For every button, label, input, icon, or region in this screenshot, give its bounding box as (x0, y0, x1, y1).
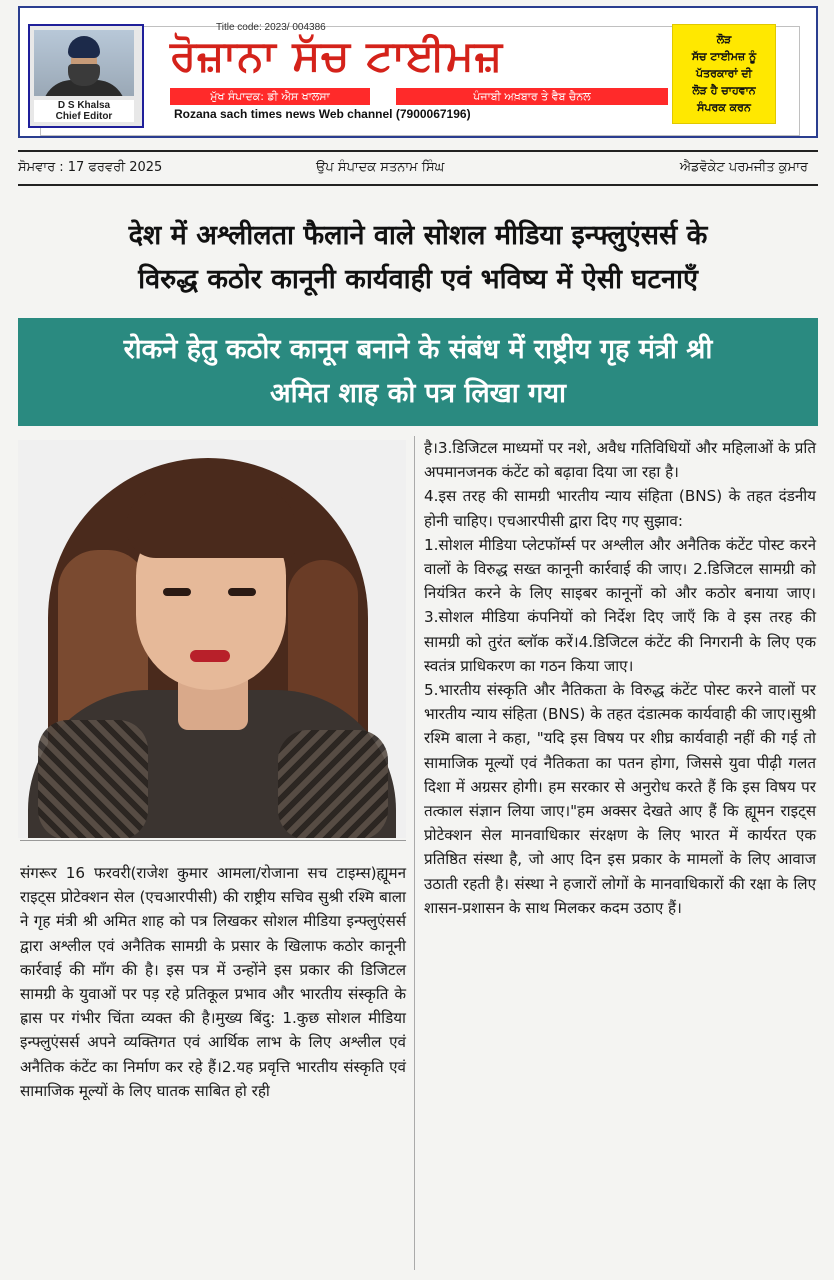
article-column-left (20, 840, 406, 1270)
headline-line: रोकने हेतु कठोर कानून बनाने के संबंध में राष्ट्रीय गृह मंत्री श्री (123, 334, 713, 365)
headline (18, 196, 818, 314)
article-column-right (424, 436, 816, 1270)
editor-caption (34, 100, 134, 122)
editor-photo (34, 30, 134, 96)
headline-line: अमित शाह को पत्र लिखा गया (269, 378, 567, 409)
headline-line: देश में अश्लीलता फैलाने वाले सोशल मीडिया इन्फ्लुएंसर्स के (128, 220, 708, 251)
article-paragraph: 5.भारतीय संस्कृति और नैतिकता के विरुद्ध कंटेंट पोस्ट करने वालों पर भारतीय न्याय संहिता (BNS) के तहत दंडात्मक कार्यवाही की जाए।सुश्री रश्मि बाला ने कहा, "यदि इस विषय पर शीघ्र कार्यवाही नहीं की गई तो सामाजिक मूल्यों एवं नैतिकता का पतन होगा, जिससे युवा पीढ़ी गलत दिशा में अग्रसर होगी। हम सरकार से अनुरोध करते हैं कि इस विषय पर तत्काल संज्ञान लिया जाए।"हम अक्सर देखते आए हैं कि ह्यूमन राइट्स प्रोटेक्शन सेल मानवाधिकार संरक्षण के लिए भारत में कार्यरत एक प्रतिष्ठित संस्था है, जो आए दिन इस प्रकार के मामलों के लिए आवाज उठाती रहती है। संस्था ने हजारों लोगों के मानवाधिकारों की रक्षा के लिए शासन-प्रशासन के साथ मिलकर कदम उठाए हैं। (424, 681, 816, 917)
editor-name: D S Khalsa (57, 100, 111, 111)
ad-line: ਸੰਪਰਕ ਕਰਨ (697, 101, 751, 114)
dateline-bar (18, 150, 818, 186)
headline-line: विरुद्ध कठोर कानूनी कार्यवाही एवं भविष्य में ऐसी घटनाएँ (138, 264, 698, 295)
ad-line: ਲੋੜ ਹੈ ਚਾਹਵਾਨ (692, 84, 756, 97)
issue-date: ਸੋਮਵਾਰ : 17 ਫਰਵਰੀ 2025 (18, 160, 163, 175)
masthead-subbar (170, 88, 668, 105)
ad-line: ਪੱਤਰਕਾਰਾਂ ਦੀ (696, 67, 752, 80)
tagline: ਪੰਜਾਬੀ ਅਖ਼ਬਾਰ ਤੇ ਵੈਬ ਚੈਨਲ (396, 88, 668, 105)
article-photo (18, 440, 406, 838)
article-paragraph: 1.सोशल मीडिया प्लेटफॉर्म्स पर अश्लील और अनैतिक कंटेंट पोस्ट करने वालों के विरुद्ध सख्त कानूनी कार्रवाई की जाए। 2.डिजिटल सामग्री को नियंत्रित करने के लिए साइबर कानूनों को और कठोर बनाया जाए।3.सोशल मीडिया कंपनियों को निर्देश दिए जाएँ कि वे इस तरह की सामग्री को तुरंत ब्लॉक करें।4.डिजिटल कंटेंट की निगरानी के लिए एक स्वतंत्र प्राधिकरण का गठन किया जाए। (424, 535, 816, 675)
editor-box (28, 24, 144, 128)
article-paragraph: 4.इस तरह की सामग्री भारतीय न्याय संहिता (BNS) के तहत दंडनीय होनी चाहिए। एचआरपीसी द्वारा दिए गए सुझाव: (424, 487, 816, 530)
ad-line: ਲੋੜ (716, 33, 732, 46)
advertisement-box (672, 24, 776, 124)
chief-editor-label: ਮੁੱਖ ਸੰਪਾਦਕ: ਡੀ ਐਸ ਖਾਲਸਾ (170, 88, 370, 105)
sub-editor: ਉਪ ਸੰਪਾਦਕ ਸਤਨਾਮ ਸਿੰਘ (316, 160, 445, 175)
headline-band (18, 318, 818, 426)
newspaper-name: ਰੋਜ਼ਾਨਾ ਸੱਚ ਟਾਈਮਜ਼ (170, 31, 504, 80)
title-code: Title code: 2023/ 004386 (216, 22, 326, 33)
web-channel-line: Rozana sach times news Web channel (7900067196) (174, 107, 471, 121)
ad-line: ਸੱਚ ਟਾਈਮਜ਼ ਨੂੰ (691, 50, 757, 63)
editor-title: Chief Editor (55, 111, 113, 122)
column-divider (414, 436, 415, 1270)
article-paragraph: संगरूर 16 फरवरी(राजेश कुमार आमला/रोजाना सच टाइम्स)ह्यूमन राइट्स प्रोटेक्शन सेल (एचआरपीसी) की राष्ट्रीय सचिव सुश्री रश्मि बाला ने गृह मंत्री श्री अमित शाह को पत्र लिखकर सोशल मीडिया इन्फ्लुएंसर्स द्वारा अश्लील एवं अनैतिक सामग्री के प्रसार के खिलाफ कठोर कानूनी कार्रवाई की माँग की है। इस पत्र में उन्होंने इस प्रकार की डिजिटल सामग्री के युवाओं पर पड़ रहे प्रतिकूल प्रभाव और भारतीय संस्कृति के ह्रास पर गंभीर चिंता व्यक्त की है।मुख्य बिंदु: 1.कुछ सोशल मीडिया इन्फ्लुएंसर्स अपने व्यक्तिगत एवं आर्थिक लाभ के लिए अश्लील एवं अनैतिक कंटेंट का निर्माण कर रहे हैं।2.यह प्रवृत्ति भारतीय संस्कृति एवं सामाजिक मूल्यों के लिए घातक साबित हो रही (20, 864, 406, 1100)
article-paragraph: है।3.डिजिटल माध्यमों पर नशे, अवैध गतिविधियों और महिलाओं के प्रति अपमानजनक कंटेंट को बढ़ावा दिया जा रहा है। (424, 439, 816, 482)
advocate-name: ਐਡਵੋਕੇਟ ਪਰਮਜੀਤ ਕੁਮਾਰ (679, 160, 808, 175)
